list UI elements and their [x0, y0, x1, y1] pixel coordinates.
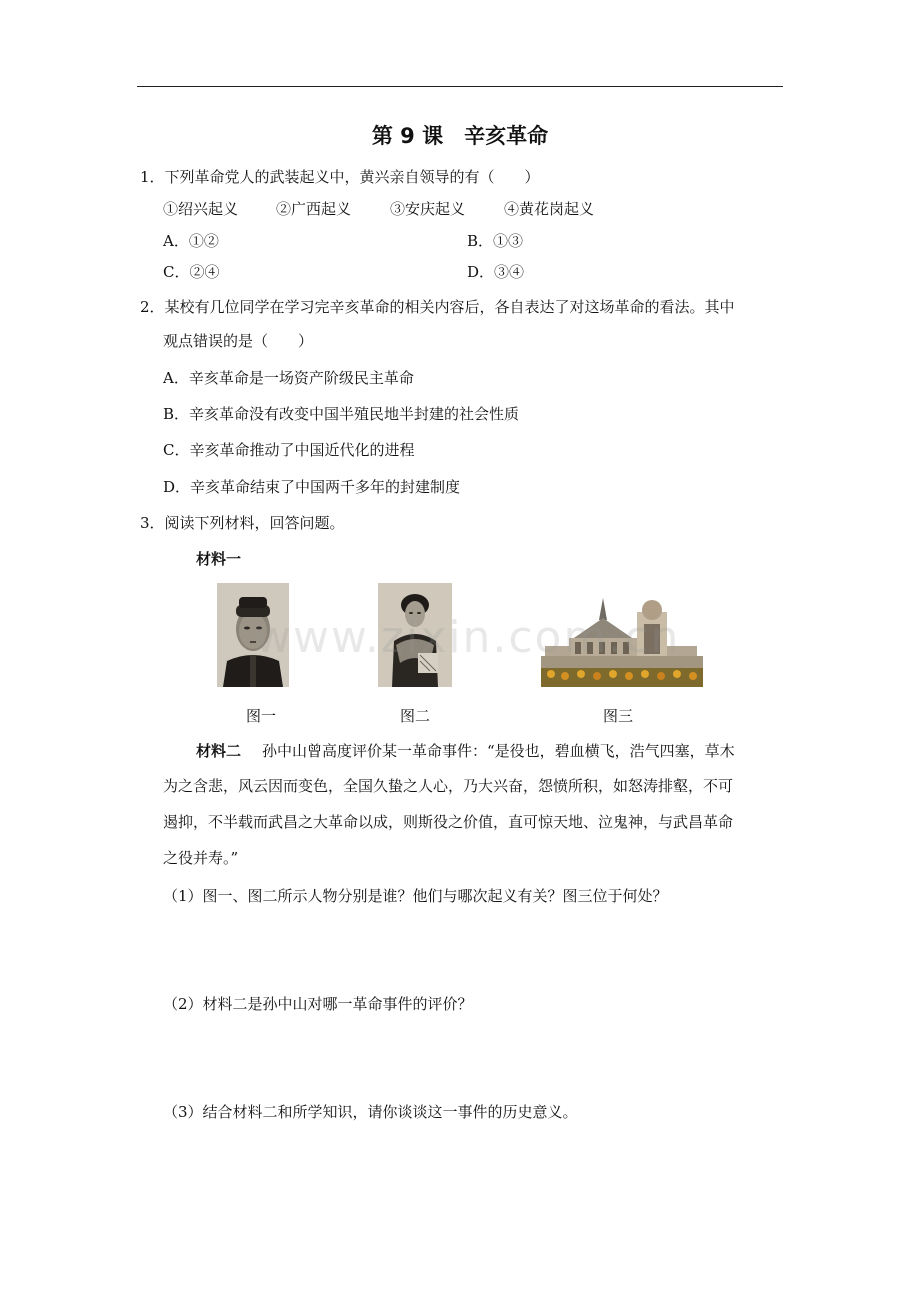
watermark-text: www.zixin.com.cn [255, 612, 681, 663]
q1-stem: 1．下列革命党人的武装起义中，黄兴亲自领导的有（ ） [140, 168, 540, 186]
q2-option-d: D．辛亥革命结束了中国两千多年的封建制度 [163, 478, 461, 496]
q3-subquestion-2: （2）材料二是孙中山对哪一革命事件的评价？ [163, 995, 473, 1013]
q2-stem-line2: 观点错误的是（ ） [163, 332, 314, 350]
material2-line: 遏抑，不半载而武昌之大革命以成，则斯役之价值，直可惊天地、泣鬼神，与武昌革命 [163, 813, 734, 831]
q2-option-b: B．辛亥革命没有改变中国半殖民地半封建的社会性质 [163, 405, 520, 423]
q3-subquestion-1: （1）图一、图二所示人物分别是谁？他们与哪次起义有关？图三位于何处？ [163, 887, 668, 905]
page-title: 第 9 课 辛亥革命 [371, 124, 549, 148]
material2-line: 之役并寿。” [163, 849, 239, 867]
q1-option-b: B．①③ [467, 232, 524, 250]
q2-option-a: A．辛亥革命是一场资产阶级民主革命 [163, 369, 414, 387]
q3-stem: 3．阅读下列材料，回答问题。 [140, 514, 345, 532]
material2-label: 材料二 [196, 742, 242, 760]
q2-stem-line1: 2．某校有几位同学在学习完辛亥革命的相关内容后，各自表达了对这场革命的看法。其中 [140, 298, 735, 316]
header-rule [137, 86, 783, 87]
q1-option-d: D．③④ [467, 263, 525, 281]
q1-option-a: A．①② [163, 232, 219, 250]
caption-figure-3: 图三 [602, 707, 633, 725]
q3-subquestion-3: （3）结合材料二和所学知识，请你谈谈这一事件的历史意义。 [163, 1103, 578, 1121]
q1-option-c: C．②④ [163, 263, 220, 281]
q2-option-c: C．辛亥革命推动了中国近代化的进程 [163, 441, 415, 459]
q1-item: ②广西起义 [276, 200, 352, 218]
caption-figure-1: 图一 [245, 707, 276, 725]
q1-item: ①绍兴起义 [163, 200, 239, 218]
material2-line: 为之含悲，风云因而变色，全国久蛰之人心，乃大兴奋，怨愤所积，如怒涛排壑，不可 [163, 777, 734, 795]
q1-item: ④黄花岗起义 [504, 200, 595, 218]
material1-label: 材料一 [196, 550, 242, 568]
caption-figure-2: 图二 [399, 707, 430, 725]
material2-line: 孙中山曾高度评价某一革命事件：“是役也，碧血横飞，浩气四塞，草木 [262, 742, 735, 760]
q1-item: ③安庆起义 [390, 200, 466, 218]
